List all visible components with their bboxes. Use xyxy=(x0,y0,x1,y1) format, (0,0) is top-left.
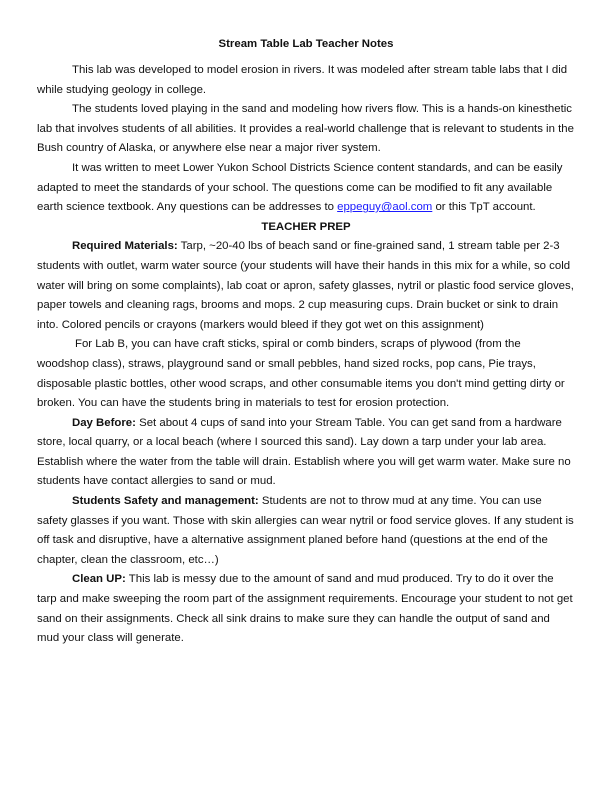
day-before-text: Set about 4 cups of sand into your Stream Table. You can get sand from a hardware store, local quarry, or a local beach (where I sourced this sand). Lay down a tarp under your lab area. Establish where the water from the table will drain. Establish where you will get warm water. Make sure no students have contact allergies to sand or mud. xyxy=(37,416,571,488)
intro-p3-text-before: It was written to meet Lower Yukon School Districts Science content standards, and can be easily adapted to meet the standards of your school. The questions come can be modified to fit any available earth science textbook. Any questions can be addresses to xyxy=(37,161,563,214)
safety-text: Students are not to throw mud at any time. You can use safety glasses if you want. Those with skin allergies can wear nytril or food service gloves. If any student is off task and disruptive, have a alternative assignment planed before hand (questions at the end of the chapter, clean the classroom, etc…) xyxy=(37,495,574,566)
cleanup-label: Clean UP: xyxy=(72,573,126,586)
cleanup-paragraph xyxy=(37,570,575,648)
required-materials-text: Tarp, ~20-40 lbs of beach sand or fine-grained sand, 1 stream table per 2-3 students with outlet, warm water source (your students will have their hands in this mix for a while, so cold water will bring on some complaints), lab coat or apron, safety glasses, nytril or plastic food service gloves, paper towels and cleaning rags, brooms and mops. 2 cup measuring cups. Drain bucket or sink to drain into. Colored pencils or crayons (markers would bleed if they got wet on this assignment) xyxy=(37,240,574,331)
document-title: Stream Table Lab Teacher Notes xyxy=(218,38,394,50)
intro-paragraph-1: This lab was developed to model erosion in rivers. It was modeled after stream table labs that I did while studying geology in college. xyxy=(37,64,568,96)
intro-paragraph-2: The students loved playing in the sand and modeling how rivers flow. This is a hands-on kinesthetic lab that involves students of all abilities. It provides a real-world challenge that is relevant to students in the Bush country of Alaska, or anywhere else near a major river system. xyxy=(37,103,574,155)
cleanup-text: This lab is messy due to the amount of sand and mud produced. Try to do it over the tarp and make sweeping the room part of the assignment requirements. Encourage your student to not get sand on their assignments. Check all sink drains to make sure they can handle the output of sand and mud your class will generate. xyxy=(37,573,573,645)
intro-p3-text-after: or this TpT account. xyxy=(432,201,536,214)
day-before-label: Day Before: xyxy=(72,416,136,429)
intro-paragraph-3 xyxy=(37,159,575,218)
document-page xyxy=(37,36,575,649)
email-link[interactable]: eppeguy@aol.com xyxy=(337,201,433,214)
required-materials-paragraph xyxy=(37,237,575,335)
day-before-paragraph xyxy=(37,414,575,492)
safety-label: Students Safety and management: xyxy=(72,495,259,508)
teacher-prep-heading: TEACHER PREP xyxy=(261,220,351,233)
lab-b-paragraph: For Lab B, you can have craft sticks, spiral or comb binders, scraps of plywood (from the woodshop class), straws, playground sand or small pebbles, hand sized rocks, pop cans, Pie trays, disposable plastic bottles, other wood scraps, and other consumable items you don't mind getting dirty or broken. You can have the students bring in materials to test for erosion protection. xyxy=(37,338,565,410)
safety-paragraph xyxy=(37,492,575,570)
required-materials-label: Required Materials: xyxy=(72,240,178,253)
